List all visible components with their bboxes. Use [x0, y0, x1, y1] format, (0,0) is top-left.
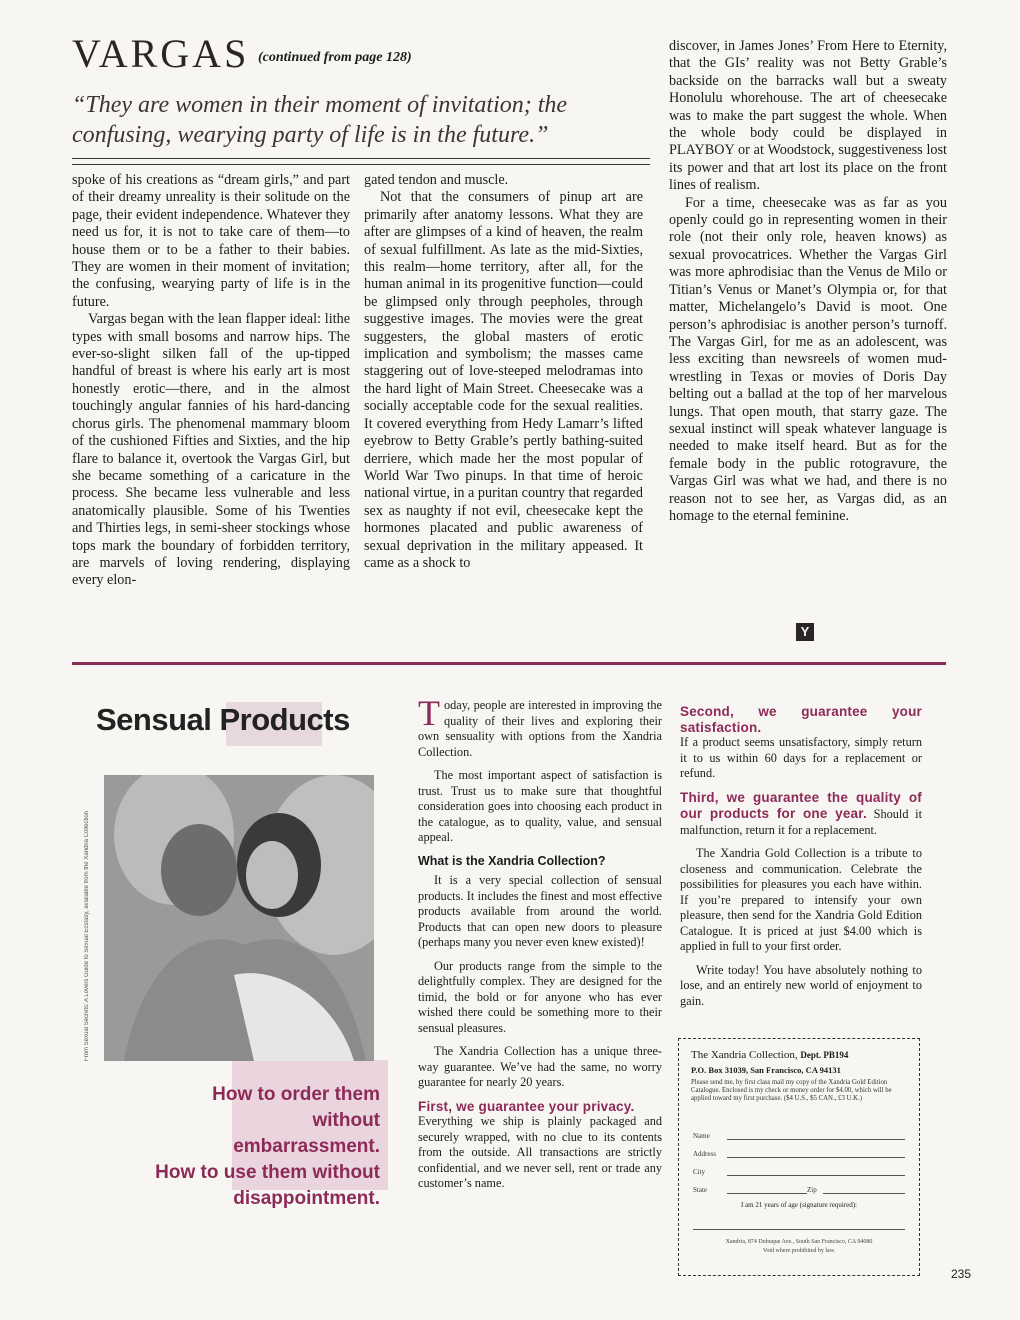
ad-title: Sensual Products — [96, 702, 350, 737]
guarantee-privacy-text: Everything we ship is plainly packaged and securely wrapped, with no clue to its contents from the outside. All transactions are strictly confidential, and we never sell, rent or trade any customer’s name. — [418, 1114, 662, 1190]
state-field[interactable] — [727, 1193, 807, 1194]
coupon-field-label: City — [693, 1168, 706, 1176]
ad-column-2 — [680, 704, 922, 1017]
ad-paragraph: It is a very special collection of sensual products. It includes the finest and most effective products available from around the world. Products that can open new doors to pleasure (perhaps many you never even knew existed)! — [418, 873, 662, 949]
headline-line: How to order them without — [212, 1084, 380, 1131]
guarantee-satisfaction-text: If a product seems unsatisfactory, simply return it to us within 60 days for a replacement or refund. — [680, 735, 922, 780]
article-column-3 — [669, 38, 947, 525]
ad-paragraph: The Xandria Gold Collection is a tribute to closeness and communication. Celebrate the possibilities for pleasures you each have within. If you’re prepared to intensify your own pleasure, then send for the Xandria Gold Edition Catalogue. It is priced at just $4.00 which is applied in full to your first order. — [680, 846, 922, 953]
article-column-2 — [364, 172, 643, 572]
name-field[interactable] — [727, 1139, 905, 1140]
age-statement: I am 21 years of age (signature required): — [740, 1201, 858, 1209]
coupon-void: Void where prohibited by law. — [762, 1248, 836, 1254]
ad-paragraph: The Xandria Collection has a unique three-way guarantee. We’ve had the same, no worry guarantee for nearly 20 years. — [418, 1044, 662, 1089]
coupon-dept: Dept. PB194 — [800, 1050, 849, 1060]
ad-paragraph: Write today! You have absolutely nothing to lose, and an entirely new world of enjoyment to gain. — [680, 962, 922, 1008]
zip-field[interactable] — [823, 1193, 905, 1194]
page-number: 235 — [951, 1267, 972, 1281]
coupon-field-label: Name — [693, 1132, 710, 1140]
paragraph: spoke of his creations as “dream girls,” and part of their dreamy unreality is their solitude on the page, their evident independence. Whatever they need us for, it is not to take care of them—to house them or to be a father to their babies. They are women in their moment of invitation; the confusing, wearying party of life is in the future. — [72, 172, 350, 310]
guarantee-satisfaction-head: Second, we guarantee your satisfaction. — [680, 704, 922, 735]
ad-column-1 — [418, 693, 662, 1200]
pull-quote: “They are women in their moment of invitation; the confusing, wearying party of life is in the future.” — [72, 92, 568, 148]
drop-cap: T — [418, 693, 440, 733]
paragraph: For a time, cheesecake was as far as you openly could go in representing women in their role (not their only role, heaven knows) as sexual provocatrices. Whether the Vargas Girl was more aphrodisiac than the Venus de Milo or Titian’s Venus or Manet’s Olympia or, for that matter, Michelangelo’s David is moot. One person’s aphrodisiac is another person’s turnoff. The Vargas Girl, for me as an adolescent, was less exciting than newsreels of women mud-wrestling in Texas or movies of Doris Day belting out a ballad at the top of her marvelous lungs. That open mouth, that starry gaze. The sexual instinct will speak whatever language is needed to make itself heard. But as for the female body in the public rotogravure, the Vargas Girl was what we had, and there is no reason not to see her, as Vargas did, as an homage to the eternal feminine. — [669, 194, 947, 524]
article-title: VARGAS — [72, 31, 250, 76]
article-column-1 — [72, 172, 350, 590]
paragraph: gated tendon and muscle. — [364, 172, 509, 188]
coupon-request: Please send me, by first class mail my copy of the Xandria Gold Edition Catalogue. Enclosed is my check or money order for $4.00, which will be applied toward my first purchase. ($4 U.S., $5 CAN., £3 U.K.) — [691, 1079, 892, 1103]
ad-intro — [418, 693, 662, 760]
address-field[interactable] — [727, 1157, 905, 1158]
couple-photo-illustration — [104, 775, 374, 1061]
guarantee-quality — [680, 790, 922, 839]
couple-photo — [104, 775, 374, 1061]
photo-credit: From Sexual Secrets: A Lovers Guide to Sexual Ecstasy, available from the Xandria Collection — [84, 810, 90, 1061]
ad-headline — [140, 1082, 380, 1212]
headline-line: disappointment. — [233, 1188, 380, 1209]
city-field[interactable] — [727, 1175, 905, 1176]
guarantee-privacy-head: First, we guarantee your privacy. — [418, 1098, 635, 1114]
paragraph: Not that the consumers of pinup art are primarily after anatomy lessons. What they are after are glimpses of a kind of heaven, the realm of sexual fulfillment. As late as the mid-Sixties, this realm—home territory, after all, for the human animal in its progenitive function—could be glimpsed only through peepholes, through suggestive images. The movies were the great suggesters, the global masters of erotic implication and symbolism; the masses came staggering out of love-steeped melodramas into the hard light of Main Street. Cheesecake was a socially acceptable code for the sexual realities. It covered everything from Hedy Lamarr’s lifted eyebrow to Betty Grable’s pertly bathing-suited derriere, which made her the most popular of World War Two pinups. In that time of heroic national virtue, in a puritan country that regarded sex as naughty if not evil, cheesecake kept the hormones placated and public awareness of sexual deprivation in the military appeased. It came as a shock to — [364, 189, 643, 571]
pull-quote-rule — [72, 158, 650, 159]
coupon-field-label: Zip — [807, 1186, 817, 1194]
guarantee-quality-text: Should it malfunction, return it for a replacement. — [680, 807, 922, 837]
coupon-field-label: Address — [693, 1150, 716, 1158]
playboy-end-mark-icon: Y — [796, 623, 814, 641]
coupon-address: P.O. Box 31039, San Francisco, CA 94131 — [691, 1065, 841, 1075]
ad-subhead: What is the Xandria Collection? — [418, 853, 606, 868]
continued-note: (continued from page 128) — [258, 50, 412, 65]
coupon-footer: Xandria, 874 Dubuque Ave., South San Francisco, CA 94080 — [725, 1239, 873, 1245]
coupon-field-label: State — [693, 1186, 707, 1194]
order-coupon[interactable] — [678, 1038, 920, 1276]
pull-quote-rule-2 — [72, 164, 650, 165]
ad-paragraph: The most important aspect of satisfaction is trust. Trust us to make sure that thoughtful consideration goes into choosing each product in the catalogue, as to quality, value, and sensual appeal. — [418, 768, 662, 844]
headline-line: How to use them without — [155, 1162, 380, 1183]
headline-line: embarrassment. — [233, 1136, 380, 1157]
ad-paragraph: Our products range from the simple to the delightfully complex. They are designed for the timid, the bold or for anyone who has ever wished there could be something more to their sensual pleasures. — [418, 958, 662, 1035]
paragraph: Vargas began with the lean flapper ideal: lithe types with small bosoms and narrow hips. The ever-so-slight silken fall of the up-tipped handful of breast is where his early art is most honestly erotic—there, and in the almost touchingly angular fannies of his hard-dancing chorus girls. The phenomenal mammary bloom of the cushioned Fifties and Sixties, and the hip flare to balance it, overtook the Vargas Girl, but she became something of a caricature in the process. She became less vulnerable and less anatomically plausible. Some of his Twenties and Thirties legs, in semi-sheer stockings whose tops mark the boundary of forbidden territory, are marvels of loving rendering, displaying every elon- — [72, 311, 350, 589]
guarantee-quality-head: Third, we guarantee the quality of our products for one year. — [680, 789, 922, 821]
coupon-company — [691, 1049, 848, 1061]
coupon-company-name: The Xandria Collection, — [691, 1049, 798, 1061]
ad-intro-text: oday, people are interested in improving the quality of their lives and exploring their own sensuality with options from the Xandria Collection. — [418, 698, 662, 759]
paragraph: discover, in James Jones’ From Here to Eternity, that the GIs’ reality was not Betty Grable’s backside on the barracks wall but a sweaty Honolulu whorehouse. The art of cheesecake was to make the part suggest the whole. When the whole body could be displayed in PLAYBOY or at Woodstock, suggestiveness lost its power and that art lost its place on the front lines of realism. — [669, 38, 947, 194]
signature-field[interactable] — [693, 1229, 905, 1230]
